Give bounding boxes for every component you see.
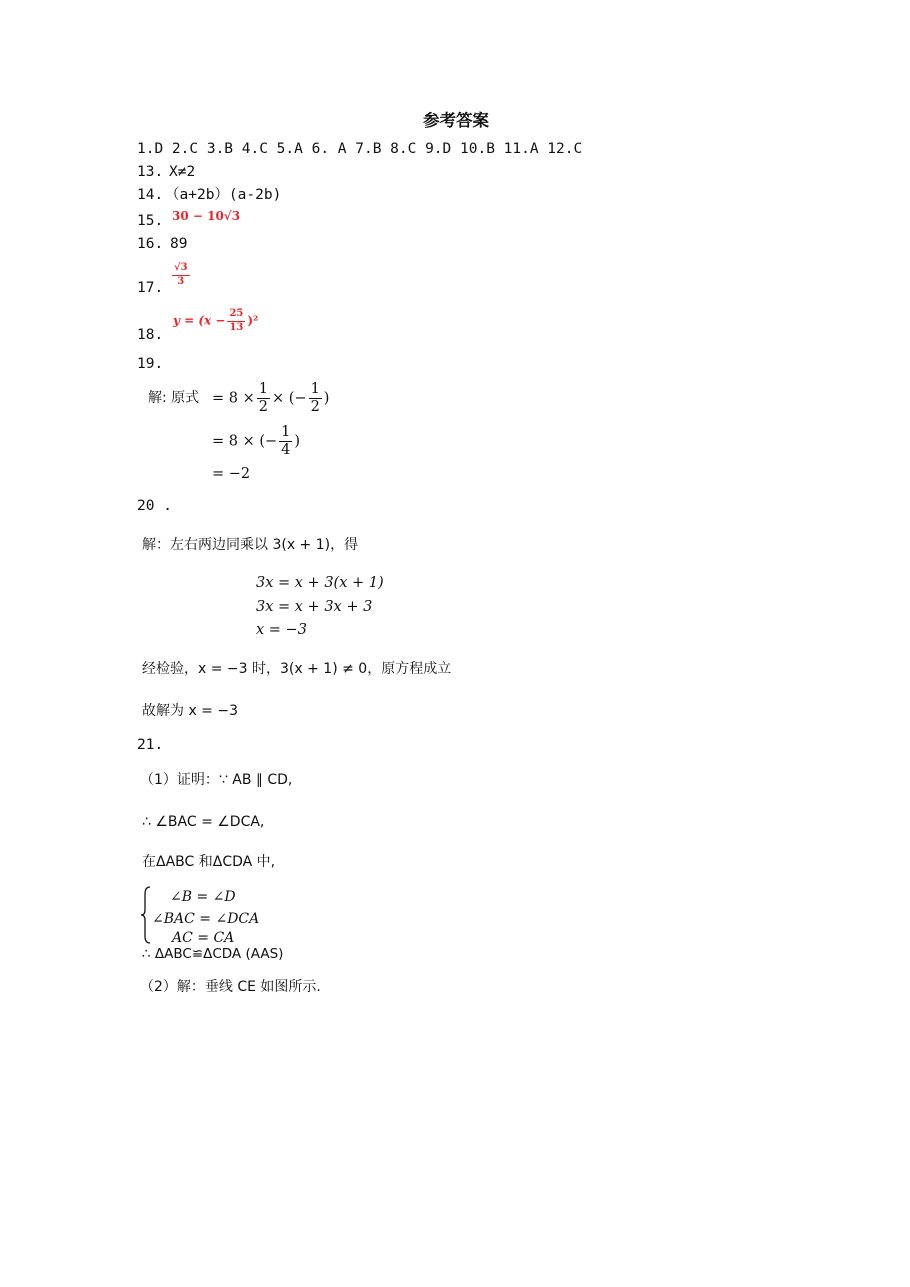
q21-angle-step: ∴ ∠BAC = ∠DCA, [142, 814, 265, 830]
page-title: 参考答案 [423, 111, 489, 130]
q13-answer: X≠2 [169, 164, 196, 180]
q17-numerator: √3 [172, 263, 190, 276]
q19-line2-n: 1 [279, 425, 292, 442]
q13-number: 13. [137, 164, 164, 180]
q21-conclusion: ∴ ΔABC≌ΔCDA (AAS) [142, 946, 284, 962]
q17-denominator: 3 [177, 275, 185, 287]
q19-line2 [212, 425, 300, 458]
q19-number: 19. [137, 356, 164, 372]
q18-tail: )² [247, 313, 259, 328]
q19-label: 解: 原式 [148, 390, 200, 406]
q19-line1-d1: 2 [258, 399, 268, 416]
q16-number: 16. [137, 236, 164, 252]
q18-answer [173, 309, 258, 333]
q19-line1-c: ) [323, 390, 330, 407]
q19-line2-a: = 8 × (− [212, 433, 278, 450]
q20-result: 故解为 x = −3 [142, 703, 239, 719]
q19-line1 [212, 382, 329, 415]
q15-answer: 30 − 10√3 [172, 209, 241, 223]
q14-answer: （a+2b）(a-2b) [165, 187, 282, 203]
q19-line3: = −2 [212, 466, 251, 482]
q21-triangles: 在ΔABC 和ΔCDA 中, [142, 854, 276, 870]
q19-line1-n2: 1 [309, 382, 322, 399]
q21-condition-2: ∠BAC = ∠DCA [152, 911, 260, 927]
q20-step-1: 3x = x + 3(x + 1) [256, 575, 384, 591]
q18-lead: y = (x − [173, 313, 226, 328]
q19-line2-d: 4 [281, 442, 291, 459]
q17-answer [170, 263, 192, 287]
q20-intro: 解：左右两边同乘以 3(x + 1)，得 [142, 537, 359, 553]
q21-part1: （1）证明：∵ AB ∥ CD, [140, 772, 293, 788]
q18-numerator: 25 [227, 309, 245, 322]
q18-number: 18. [137, 327, 164, 343]
q19-line2-c: ) [294, 433, 301, 450]
q19-line1-a: = 8 × [212, 390, 255, 407]
q21-part2: （2）解：垂线 CE 如图所示. [140, 979, 321, 995]
q19-line1-d2: 2 [310, 399, 320, 416]
choice-answers: 1.D 2.C 3.B 4.C 5.A 6. A 7.B 8.C 9.D 10.B 11.A 12.C [137, 141, 583, 157]
q19-line1-b: × (− [271, 390, 307, 407]
left-brace-icon [140, 886, 152, 944]
q21-number: 21. [137, 737, 164, 753]
q18-denominator: 13 [229, 321, 244, 333]
q21-condition-3: AC = CA [172, 930, 235, 946]
q17-number: 17. [137, 280, 164, 296]
q20-check: 经检验，x = −3 时，3(x + 1) ≠ 0，原方程成立 [142, 661, 452, 677]
q20-step-2: 3x = x + 3x + 3 [256, 599, 373, 615]
q14-number: 14. [137, 187, 164, 203]
q19-line1-n1: 1 [257, 382, 270, 399]
q16-answer: 89 [170, 236, 188, 252]
q20-step-3: x = −3 [256, 622, 307, 638]
q15-number: 15. [137, 213, 164, 229]
q21-condition-1: ∠B = ∠D [170, 889, 236, 905]
q20-number: 20 . [137, 498, 172, 514]
